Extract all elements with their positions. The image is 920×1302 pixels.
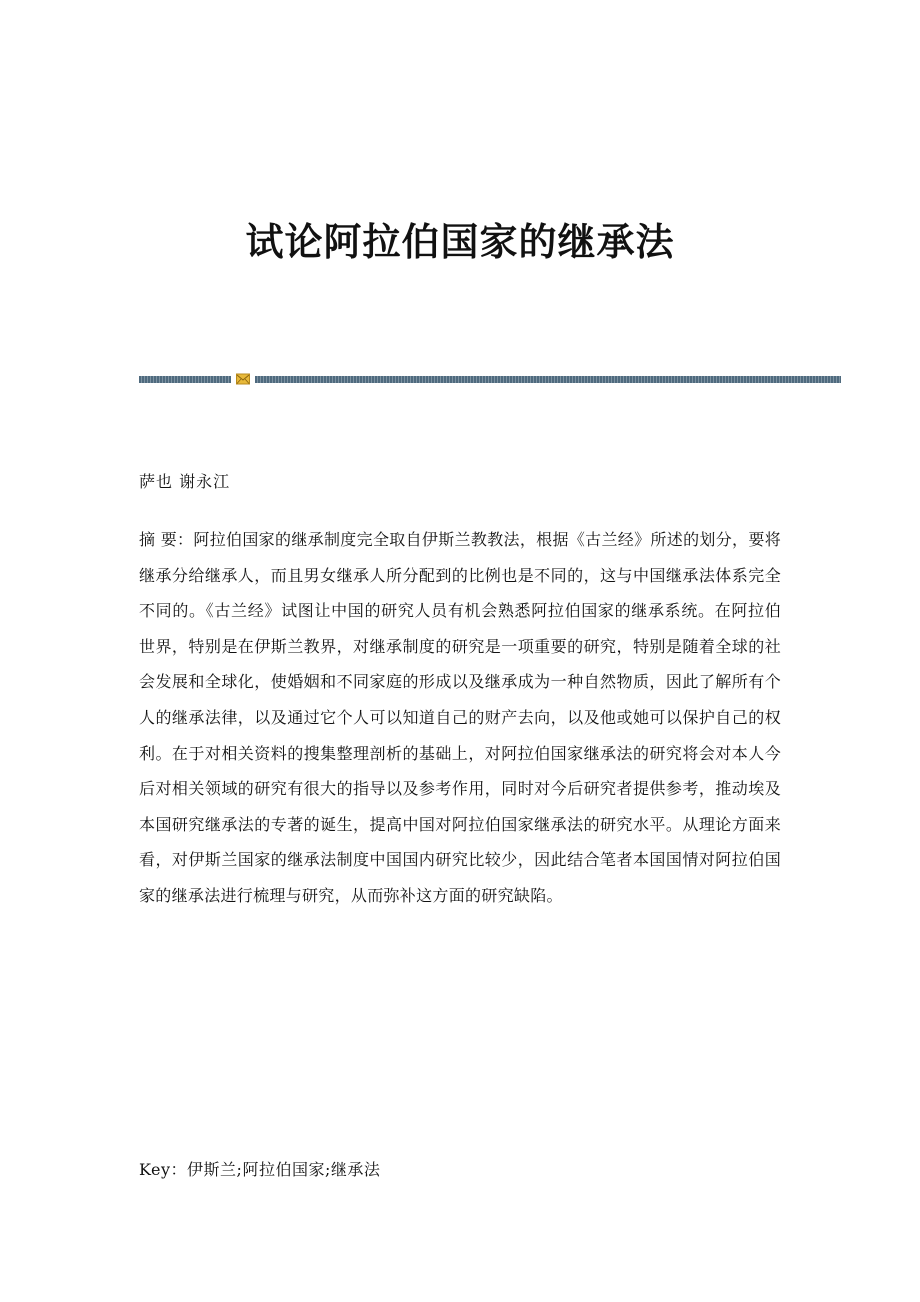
authors-line: 萨也 谢永江: [139, 472, 231, 491]
document-title: 试论阿拉伯国家的继承法: [245, 219, 675, 264]
keywords-line: [139, 1158, 380, 1182]
divider-bar-left: [139, 376, 231, 383]
keywords-text: 伊斯兰;阿拉伯国家;继承法: [187, 1160, 381, 1179]
divider-bar-right: [255, 376, 841, 383]
abstract-label: 摘 要：: [139, 530, 194, 549]
title-divider: [139, 373, 841, 385]
envelope-icon: [236, 373, 250, 385]
keywords-label: Key：: [139, 1160, 188, 1179]
abstract-paragraph: [139, 522, 781, 914]
abstract-text: 阿拉伯国家的继承制度完全取自伊斯兰教教法，根据《古兰经》所述的划分，要将继承分给继承人，而且男女继承人所分配到的比例也是不同的，这与中国继承法体系完全不同的。《古兰经》试图让中国的研究人员有机会熟悉阿拉伯国家的继承系统。在阿拉伯世界，特别是在伊斯兰教界，对继承制度的研究是一项重要的研究，特别是随着全球的社会发展和全球化，使婚姻和不同家庭的形成以及继承成为一种自然物质，因此了解所有个人的继承法律，以及通过它个人可以知道自己的财产去向，以及他或她可以保护自己的权利。在于对相关资料的搜集整理剖析的基础上，对阿拉伯国家继承法的研究将会对本人今后对相关领域的研究有很大的指导以及参考作用，同时对今后研究者提供参考，推动埃及本国研究继承法的专著的诞生，提高中国对阿拉伯国家继承法的研究水平。从理论方面来看，对伊斯兰国家的继承法制度中国国内研究比较少，因此结合笔者本国国情对阿拉伯国家的继承法进行梳理与研究，从而弥补这方面的研究缺陷。: [139, 530, 781, 905]
